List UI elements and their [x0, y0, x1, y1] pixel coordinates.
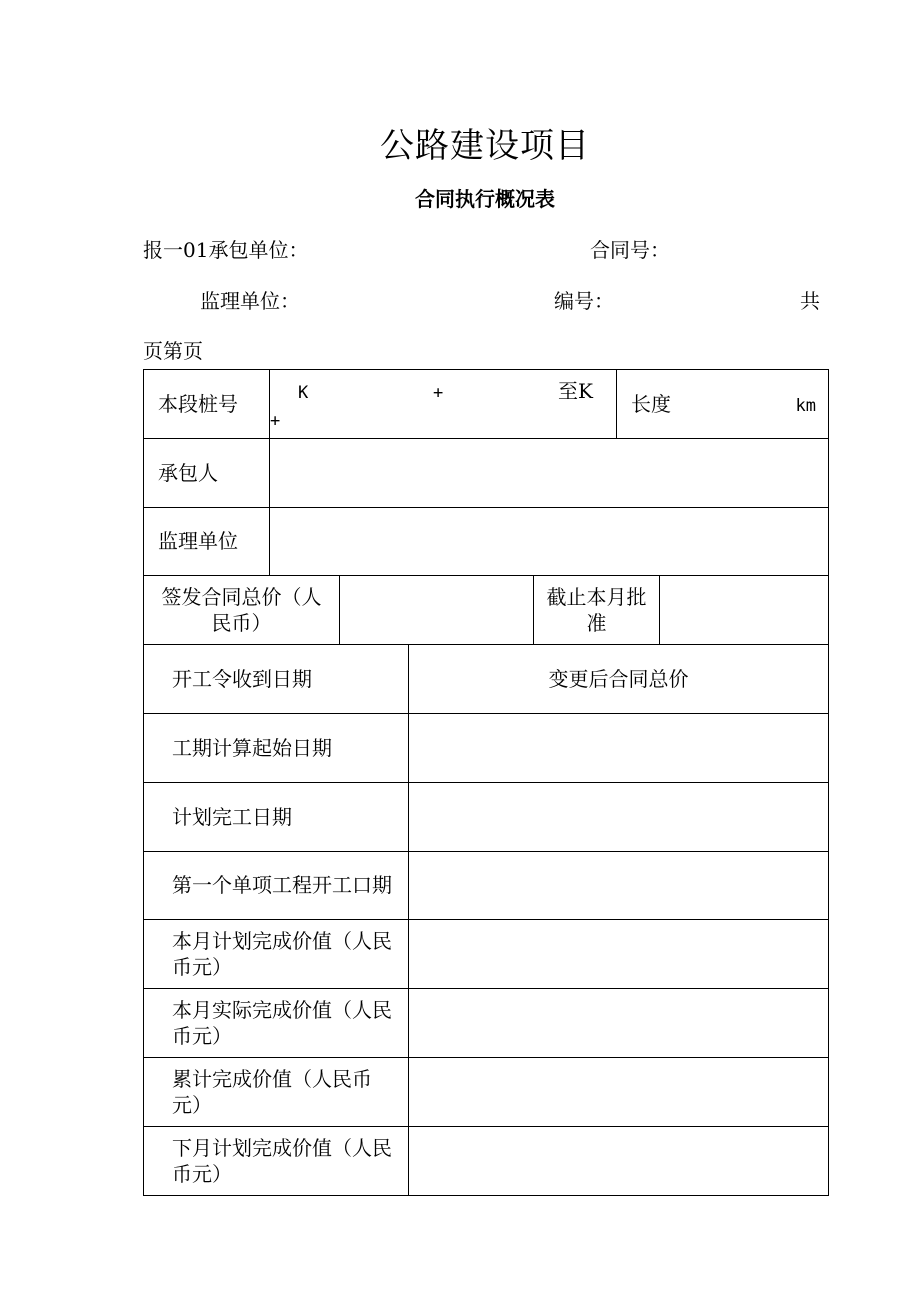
table-row-value [409, 782, 829, 851]
contract-price-value [340, 576, 534, 645]
contractor-row-value [270, 438, 829, 507]
total-pages-label: 共 [800, 289, 820, 313]
stake-k-start: K [298, 383, 309, 403]
length-label: 长度 [631, 392, 671, 416]
approved-value [660, 576, 829, 645]
table-row-value: 变更后合同总价 [409, 645, 829, 714]
contractor-line [143, 234, 308, 263]
stake-label-cell: 本段桩号 [144, 370, 270, 439]
stake-range-cell [270, 370, 617, 439]
contract-no-label: 合同号： [590, 238, 670, 262]
table-row-label: 累计完成价值（人民币元） [144, 1057, 409, 1126]
table-row-value [409, 851, 829, 920]
table-row-label: 下月计划完成价值（人民币元） [144, 1126, 409, 1195]
length-cell [617, 370, 829, 439]
stake-to-k [558, 378, 593, 404]
page-subtitle: 合同执行概况表 [415, 187, 555, 211]
contract-status-table [143, 369, 829, 1196]
table-row-value [409, 920, 829, 989]
table-row-value [409, 1057, 829, 1126]
approved-label: 截止本月批准 [534, 576, 660, 645]
serial-label: 编号： [554, 289, 614, 313]
contract-price-label: 签发合同总价（人民币） [144, 576, 340, 645]
page-title: 公路建设项目 [380, 126, 590, 166]
form-code: 报一01 [143, 238, 209, 262]
table-row-label: 工期计算起始日期 [144, 713, 409, 782]
contractor-label: 承包单位： [208, 238, 309, 262]
stake-plus-start: + [433, 383, 444, 403]
page-number-label: 页第页 [143, 339, 203, 363]
table-row-label: 开工令收到日期 [144, 645, 409, 714]
supervisor-row-label: 监理单位 [144, 507, 270, 576]
contractor-row-label: 承包人 [144, 438, 270, 507]
stake-to-k-text: 至K [558, 379, 593, 403]
table-row-label: 本月实际完成价值（人民币元） [144, 989, 409, 1058]
supervisor-row-value [270, 507, 829, 576]
table-row-value [409, 989, 829, 1058]
table-row-label: 计划完工日期 [144, 782, 409, 851]
stake-plus-end: + [270, 411, 281, 431]
table-row-value [409, 713, 829, 782]
table-row-label: 本月计划完成价值（人民币元） [144, 920, 409, 989]
table-row-label: 第一个单项工程开工口期 [144, 851, 409, 920]
table-row-value [409, 1126, 829, 1195]
length-unit: km [795, 396, 816, 416]
supervisor-label: 监理单位： [200, 289, 300, 313]
